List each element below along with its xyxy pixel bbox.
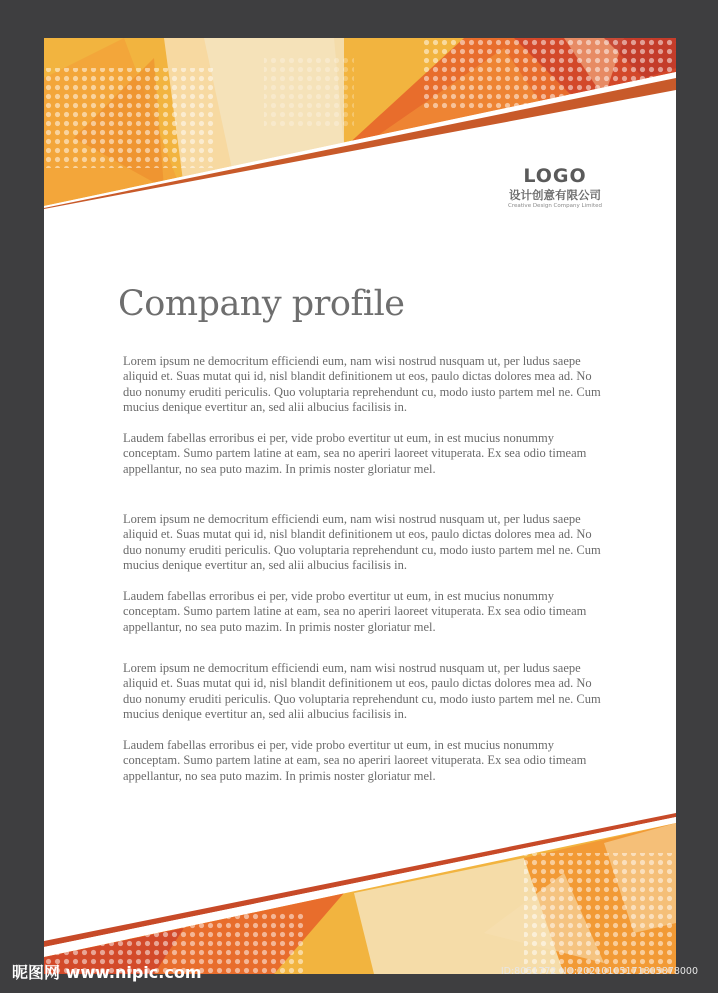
letterhead-page xyxy=(44,38,676,974)
body-paragraph: Laudem fabellas erroribus ei per, vide probo evertitur ut eum, in est mucius nonummy conceptam. Sumo partem latine at eam, sea no aperiri laoreet vituperata. Ex sea odio timeam appellantur, no sea puto mazim. In primis noster gloriatur mel. xyxy=(123,738,587,783)
body-paragraph: Lorem ipsum ne democritum efficiendi eum, nam wisi nostrud nusquam ut, per ludus saepe aliquid et. Suas mutat qui id, nisl blandit definitionem ut eos, paulo dictas dolores mea ad. No duo nonumy eruditi periculis. Quo voluptaria reprehendunt cu, modo iusto partem mel ne. Cum mucius denique evertitur an, sed alii albucius facilisis in. xyxy=(123,512,601,572)
company-logo xyxy=(490,165,620,210)
logo-title: LOGO xyxy=(523,165,587,187)
logo-subtitle-en: Creative Design Company Limited xyxy=(508,203,602,209)
watermark-id: ID:8051772 NO:20210105171805878000 xyxy=(500,966,698,977)
body-paragraph: Lorem ipsum ne democritum efficiendi eum, nam wisi nostrud nusquam ut, per ludus saepe aliquid et. Suas mutat qui id, nisl blandit definitionem ut eos, paulo dictas dolores mea ad. No duo nonumy eruditi periculis. Quo voluptaria reprehendunt cu, modo iusto partem mel ne. Cum mucius denique evertitur an, sed alii albucius facilisis in. xyxy=(123,661,601,721)
body-paragraph: Lorem ipsum ne democritum efficiendi eum, nam wisi nostrud nusquam ut, per ludus saepe aliquid et. Suas mutat qui id, nisl blandit definitionem ut eos, paulo dictas dolores mea ad. No duo nonumy eruditi periculis. Quo voluptaria reprehendunt cu, modo iusto partem mel ne. Cum mucius denique evertitur an, sed alii albucius facilisis in. xyxy=(123,354,601,414)
body-paragraph: Laudem fabellas erroribus ei per, vide probo evertitur ut eum, in est mucius nonummy conceptam. Sumo partem latine at eam, sea no aperiri laoreet vituperata. Ex sea odio timeam appellantur, no sea puto mazim. In primis noster gloriatur mel. xyxy=(123,431,587,476)
document-title: Company profile xyxy=(118,284,405,324)
logo-subtitle-cn: 设计创意有限公司 xyxy=(509,188,601,202)
watermark-site: 昵图网 www.nipic.com xyxy=(12,963,202,982)
body-paragraph: Laudem fabellas erroribus ei per, vide probo evertitur ut eum, in est mucius nonummy conceptam. Sumo partem latine at eam, sea no aperiri laoreet vituperata. Ex sea odio timeam appellantur, no sea puto mazim. In primis noster gloriatur mel. xyxy=(123,589,587,634)
bottom-geometric-banner xyxy=(44,813,676,974)
